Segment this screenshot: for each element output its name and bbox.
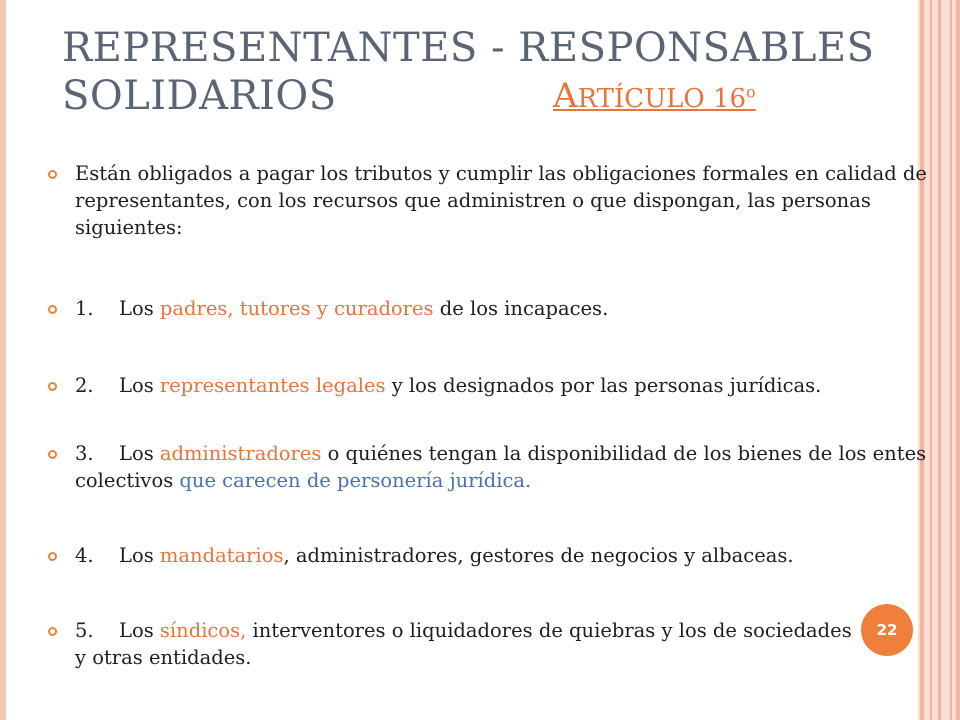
bullet-icon [48,305,57,314]
item-highlight-blue: que carecen de personería jurídica. [179,469,532,492]
article-text: RTÍCULO 16 [577,84,747,114]
list-item [48,440,935,494]
intro-paragraph [48,160,935,241]
article-initial: A [553,76,578,116]
title-line-2: SOLIDARIOS [62,73,337,119]
bullet-icon [48,382,57,391]
left-border-decoration [0,0,6,720]
bullet-icon [48,552,57,561]
right-stripe [938,0,941,720]
list-item [48,372,935,399]
list-item [48,617,855,671]
right-stripe [920,0,924,720]
item-text-pre: Los [119,374,160,397]
item-number: 1. [75,297,94,320]
page-number-badge: 22 [861,604,913,656]
right-stripe [950,0,952,720]
item-text-post: interventores o liquidadores de quiebras y los de sociedades y otras entidades. [75,619,852,669]
title-line-1: REPRESENTANTES - RESPONSABLES [62,25,875,71]
item-number: 5. [75,619,94,642]
item-highlight: administradores [159,442,322,465]
article-ordinal: o [746,82,756,102]
right-stripe [956,0,960,720]
article-reference [553,72,756,123]
item-highlight: padres, tutores y curadores [159,297,434,320]
item-highlight: síndicos, [159,619,247,642]
intro-text: Están obligados a pagar los tributos y cumplir las obligaciones formales en calidad de representantes, con los recursos que administren o que dispongan, las personas siguientes: [75,162,927,239]
item-text-pre: Los [119,619,160,642]
item-text-post: , administradores, gestores de negocios y albaceas. [283,544,794,567]
item-text-pre: Los [119,297,160,320]
item-highlight: mandatarios [159,544,284,567]
list-item [48,542,935,569]
item-number: 3. [75,442,94,465]
item-text-post: de los incapaces. [433,297,609,320]
list-item [48,295,935,322]
item-text-post: y los designados por las personas jurídicas. [385,374,822,397]
item-text-pre: Los [119,442,160,465]
right-stripe [930,0,932,720]
item-text-mid: o quiénes tengan la disponibilidad de los bienes de los entes colectivos [75,442,927,492]
bullet-icon [48,170,57,179]
item-text-pre: Los [119,544,160,567]
bullet-icon [48,450,57,459]
item-number: 2. [75,374,94,397]
item-highlight: representantes legales [159,374,386,397]
slide-title [62,24,882,120]
item-number: 4. [75,544,94,567]
bullet-icon [48,627,57,636]
